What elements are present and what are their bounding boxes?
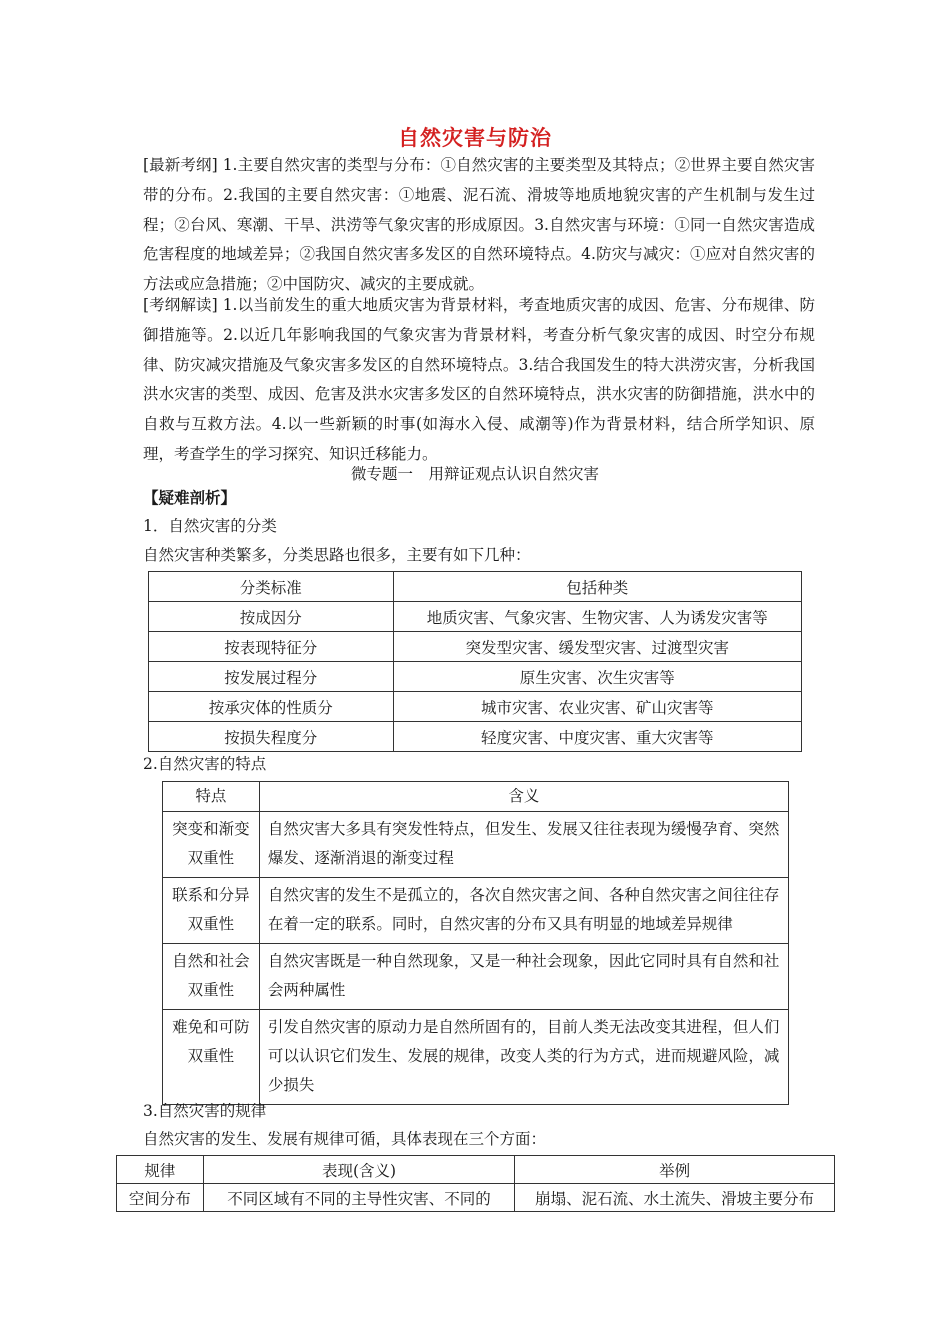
- s1-heading: 1．自然灾害的分类: [143, 517, 277, 535]
- header-cell: 分类标准: [149, 572, 394, 602]
- reading-label: [考纲解读]: [143, 296, 218, 314]
- table-row: [163, 812, 789, 878]
- table-row: [117, 1184, 835, 1212]
- table-row: [163, 944, 789, 1010]
- s1-text: 自然灾害种类繁多，分类思路也很多，主要有如下几种：: [143, 546, 531, 564]
- table-cell: 按表现特征分: [149, 632, 394, 662]
- syllabus-label: [最新考纲]: [143, 156, 218, 174]
- analysis-label: 【疑难剖析】: [143, 488, 237, 507]
- table-cell: 地质灾害、气象灾害、生物灾害、人为诱发灾害等: [393, 602, 801, 632]
- table-row: [149, 662, 802, 692]
- patterns-table: [116, 1155, 835, 1212]
- table-cell: 崩塌、泥石流、水土流失、滑坡主要分布: [515, 1184, 835, 1212]
- header-cell: 特点: [163, 782, 260, 812]
- table-header-row: [149, 572, 802, 602]
- table-header-row: [117, 1156, 835, 1184]
- table-cell: 按损失程度分: [149, 722, 394, 752]
- s3-text: 自然灾害的发生、发展有规律可循，具体表现在三个方面：: [143, 1130, 547, 1148]
- syllabus-paragraph: [143, 151, 815, 300]
- table-cell: 轻度灾害、中度灾害、重大灾害等: [393, 722, 801, 752]
- header-cell: 含义: [259, 782, 788, 812]
- header-cell: 规律: [117, 1156, 204, 1184]
- table-row: [163, 878, 789, 944]
- table-cell: 自然灾害大多具有突发性特点，但发生、发展又往往表现为缓慢孕育、突然爆发、逐渐消退的渐变过程: [259, 812, 788, 878]
- table-row: [163, 1010, 789, 1105]
- table-cell: 突变和渐变双重性: [163, 812, 260, 878]
- table-cell: 空间分布: [117, 1184, 204, 1212]
- header-cell: 包括种类: [393, 572, 801, 602]
- table-row: [149, 722, 802, 752]
- table-cell: 引发自然灾害的原动力是自然所固有的，目前人类无法改变其进程，但人们可以认识它们发生、发展的规律，改变人类的行为方式，进而规避风险，减少损失: [259, 1010, 788, 1105]
- s2-heading: 2.自然灾害的特点: [143, 755, 267, 773]
- table-cell: 自然灾害的发生不是孤立的，各次自然灾害之间、各种自然灾害之间往往存在着一定的联系。同时，自然灾害的分布又具有明显的地域差异规律: [259, 878, 788, 944]
- table-cell: 突发型灾害、缓发型灾害、过渡型灾害: [393, 632, 801, 662]
- classification-table: [148, 571, 802, 752]
- table-cell: 自然和社会双重性: [163, 944, 260, 1010]
- table-cell: 城市灾害、农业灾害、矿山灾害等: [393, 692, 801, 722]
- table-cell: 联系和分异双重性: [163, 878, 260, 944]
- table-cell: 难免和可防双重性: [163, 1010, 260, 1105]
- s3-heading: 3.自然灾害的规律: [143, 1102, 267, 1120]
- table-row: [149, 602, 802, 632]
- table-cell: 自然灾害既是一种自然现象，又是一种社会现象，因此它同时具有自然和社会两种属性: [259, 944, 788, 1010]
- section-title: 微专题一 用辩证观点认识自然灾害: [350, 465, 599, 483]
- table-cell: 原生灾害、次生灾害等: [393, 662, 801, 692]
- header-cell: 表现(含义): [203, 1156, 515, 1184]
- page-title: 自然灾害与防治: [398, 126, 552, 150]
- table-row: [149, 692, 802, 722]
- characteristics-table: [162, 781, 789, 1105]
- table-header-row: [163, 782, 789, 812]
- table-cell: 不同区域有不同的主导性灾害、不同的: [203, 1184, 515, 1212]
- reading-text: 1.以当前发生的重大地质灾害为背景材料，考查地质灾害的成因、危害、分布规律、防御措施等。2.以近几年影响我国的气象灾害为背景材料，考查分析气象灾害的成因、时空分布规律、防灾减灾措施及气象灾害多发区的自然环境特点。3.结合我国发生的特大洪涝灾害，分析我国洪水灾害的类型、成因、危害及洪水灾害多发区的自然环境特点，洪水灾害的防御措施，洪水中的自救与互救方法。4.以一些新颖的时事(如海水入侵、咸潮等)作为背景材料，结合所学知识、原理，考查学生的学习探究、知识迁移能力。: [143, 296, 815, 463]
- table-cell: 按成因分: [149, 602, 394, 632]
- table-row: [149, 632, 802, 662]
- reading-paragraph: [143, 291, 815, 470]
- table-cell: 按承灾体的性质分: [149, 692, 394, 722]
- table-cell: 按发展过程分: [149, 662, 394, 692]
- header-cell: 举例: [515, 1156, 835, 1184]
- syllabus-text: 1.主要自然灾害的类型与分布：①自然灾害的主要类型及其特点；②世界主要自然灾害带的分布。2.我国的主要自然灾害：①地震、泥石流、滑坡等地质地貌灾害的产生机制与发生过程；②台风、寒潮、干旱、洪涝等气象灾害的形成原因。3.自然灾害与环境：①同一自然灾害造成危害程度的地域差异；②我国自然灾害多发区的自然环境特点。4.防灾与减灾：①应对自然灾害的方法或应急措施；②中国防灾、减灾的主要成就。: [143, 156, 815, 294]
